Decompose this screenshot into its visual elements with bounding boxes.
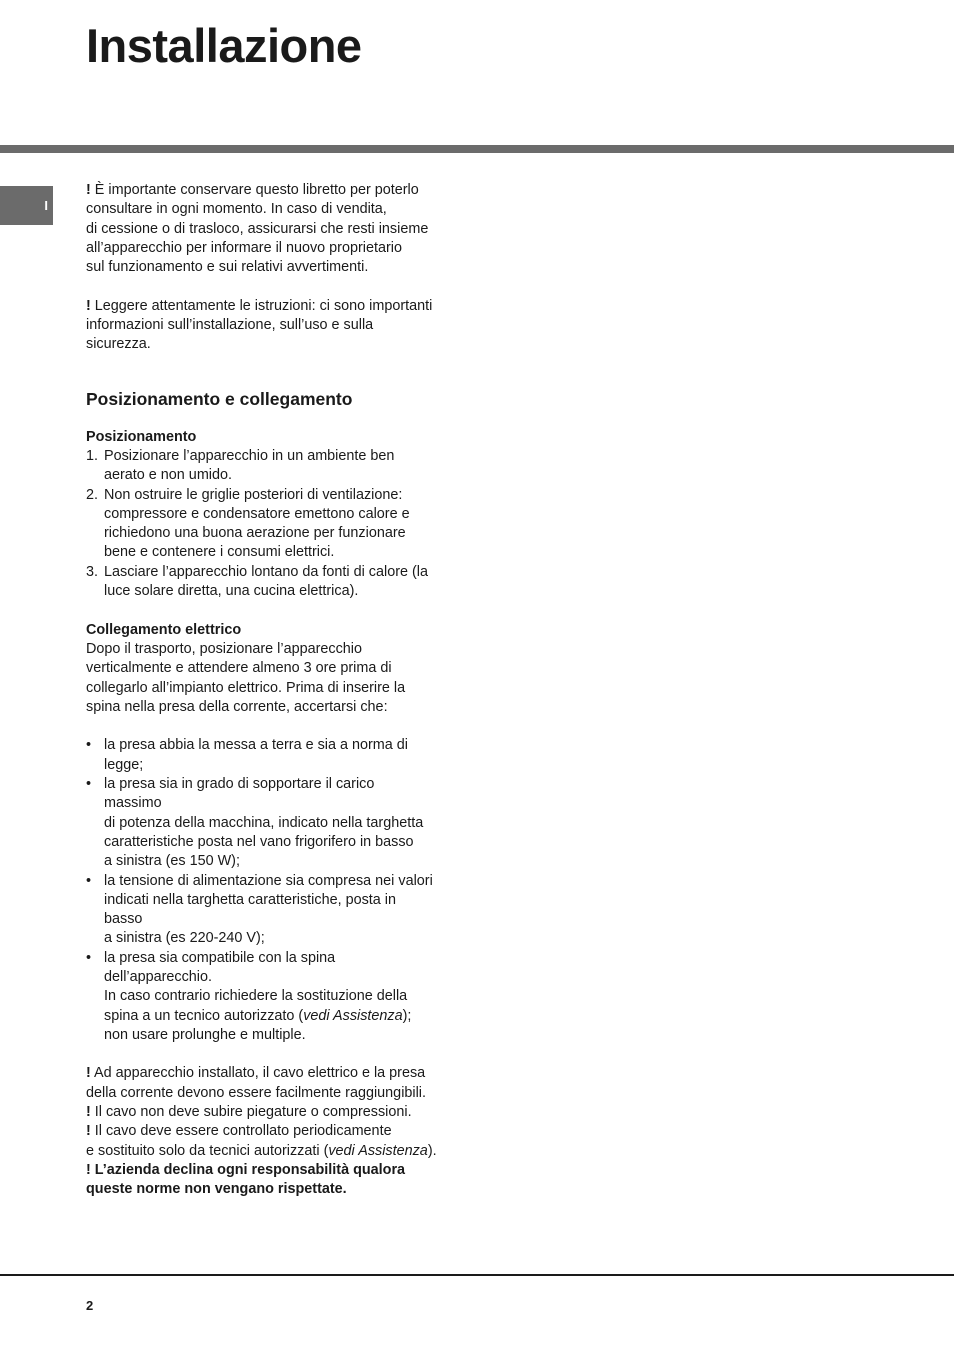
electrical-heading: Collegamento elettrico bbox=[86, 621, 242, 638]
intro-paragraph-2: ! Leggere attentamente le istruzioni: ci sono importanti informazioni sull’installazione, sull’uso e sulla sicurezza. bbox=[86, 297, 433, 353]
electrical-intro: Dopo il trasporto, posizionare l’apparecchio verticalmente e attendere almeno 3 ore prima di collegarlo all’impianto elettrico. Prima di inserire la spina nella presa della corrente, accertarsi che: bbox=[86, 640, 406, 715]
list-item: 1. Posizionare l’apparecchio in un ambiente ben aerato e non umido. bbox=[86, 447, 395, 484]
bullet-item: • la presa sia compatibile con la spina dell’apparecchio. In caso contrario richiedere la sostituzione della spina a un tecnico autorizzato (vedi Assistenza); non usare prolunghe e multiple. bbox=[86, 949, 412, 1043]
header-divider-bar bbox=[0, 145, 954, 153]
warning-mark: ! bbox=[86, 1065, 91, 1082]
page-number: 2 bbox=[86, 1298, 94, 1313]
warning-4: ! L’azienda declina ogni responsabilità qualora queste norme non vengano rispettate. bbox=[86, 1161, 406, 1198]
list-item: 3. Lasciare l’apparecchio lontano da fonti di calore (la luce solare diretta, una cucina elettrica). bbox=[86, 563, 428, 600]
warning-mark: ! bbox=[86, 182, 91, 198]
bullet-icon: • bbox=[86, 776, 92, 793]
warning-2: ! Il cavo non deve subire piegature o compressioni. bbox=[86, 1104, 412, 1121]
warning-mark: ! bbox=[86, 297, 91, 314]
bullet-icon: • bbox=[86, 949, 92, 966]
warning-mark: ! bbox=[86, 1104, 91, 1121]
warning-mark: ! bbox=[86, 1123, 91, 1140]
content-column bbox=[86, 181, 466, 1200]
page-title: Installazione bbox=[86, 19, 362, 72]
warning-3: ! Il cavo deve essere controllato periodicamente e sostituito solo da tecnici autorizzati (vedi Assistenza). bbox=[86, 1123, 437, 1159]
section-title: Posizionamento e collegamento bbox=[86, 388, 353, 409]
intro-paragraph-1: ! È importante conservare questo libretto per poterlo consultare in ogni momento. In caso di vendita, di cessione o di trasloco, assicurarsi che resti insieme all’apparecchio per informare il nuovo proprietario sul funzionamento e sui relativi avvertimenti. bbox=[86, 182, 429, 276]
positioning-heading: Posizionamento bbox=[86, 428, 197, 445]
list-item: 2. Non ostruire le griglie posteriori di ventilazione: compressore e condensatore emettono calore e richiedono una buona aerazione per funzionare bene e contenere i consumi elettrici. bbox=[86, 486, 410, 561]
bullet-item: • la tensione di alimentazione sia compresa nei valori indicati nella targhetta caratteristiche, posta in basso a sinistra (es 220-240 V); bbox=[86, 872, 433, 947]
bullet-item: • la presa sia in grado di sopportare il carico massimo di potenza della macchina, indicato nella targhetta caratteristiche posta nel vano frigorifero in basso a sinistra (es 150 W); bbox=[86, 776, 424, 870]
bullet-icon: • bbox=[86, 737, 92, 754]
warning-mark: ! bbox=[86, 1161, 91, 1178]
language-tab: I bbox=[0, 186, 53, 225]
warning-1: ! Ad apparecchio installato, il cavo elettrico e la presa della corrente devono essere facilmente raggiungibili. bbox=[86, 1065, 426, 1101]
bullet-item: • la presa abbia la messa a terra e sia a norma di legge; bbox=[86, 737, 408, 773]
footer-rule bbox=[0, 1274, 954, 1276]
bullet-icon: • bbox=[86, 872, 92, 889]
